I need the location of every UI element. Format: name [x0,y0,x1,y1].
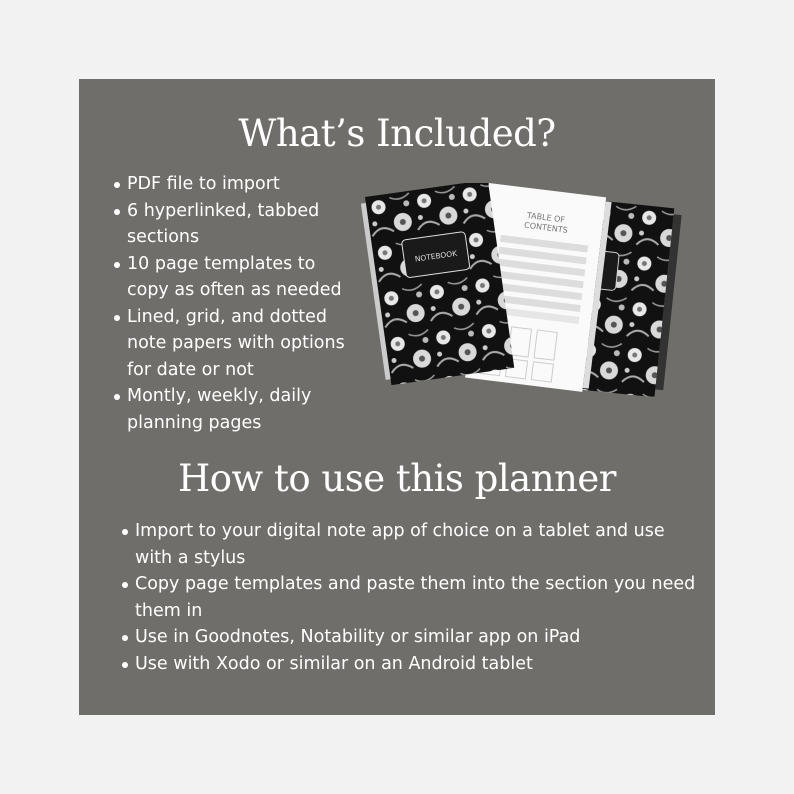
list-item: 10 page templates to copy as often as needed [127,251,357,304]
list-item: Montly, weekly, daily planning pages [127,383,357,436]
planner-mockup-illustration [361,183,691,413]
included-title: What’s Included? [238,112,556,155]
list-item: 6 hyperlinked, tabbed sections [127,198,357,251]
list-item: Use in Goodnotes, Notability or similar app on iPad [135,624,705,651]
cover-label: NOTEBOOK [414,248,458,264]
svg-text:TABLE OF CONTENTS: TABLE OF CONTENTS [523,210,569,235]
list-item: Use with Xodo or similar on an Android tablet [135,651,705,678]
planner-mockup [361,183,691,413]
list-item: Copy page templates and paste them into the section you need them in [135,571,705,624]
list-item: Import to your digital note app of choice on a tablet and use with a stylus [135,518,705,571]
list-item: Lined, grid, and dotted note papers with options for date or not [127,304,357,384]
info-panel [79,79,715,715]
included-list [127,171,357,436]
howto-list [135,518,705,677]
notebook-cover [361,183,514,386]
howto-title: How to use this planner [178,457,616,500]
list-item: PDF file to import [127,171,357,198]
